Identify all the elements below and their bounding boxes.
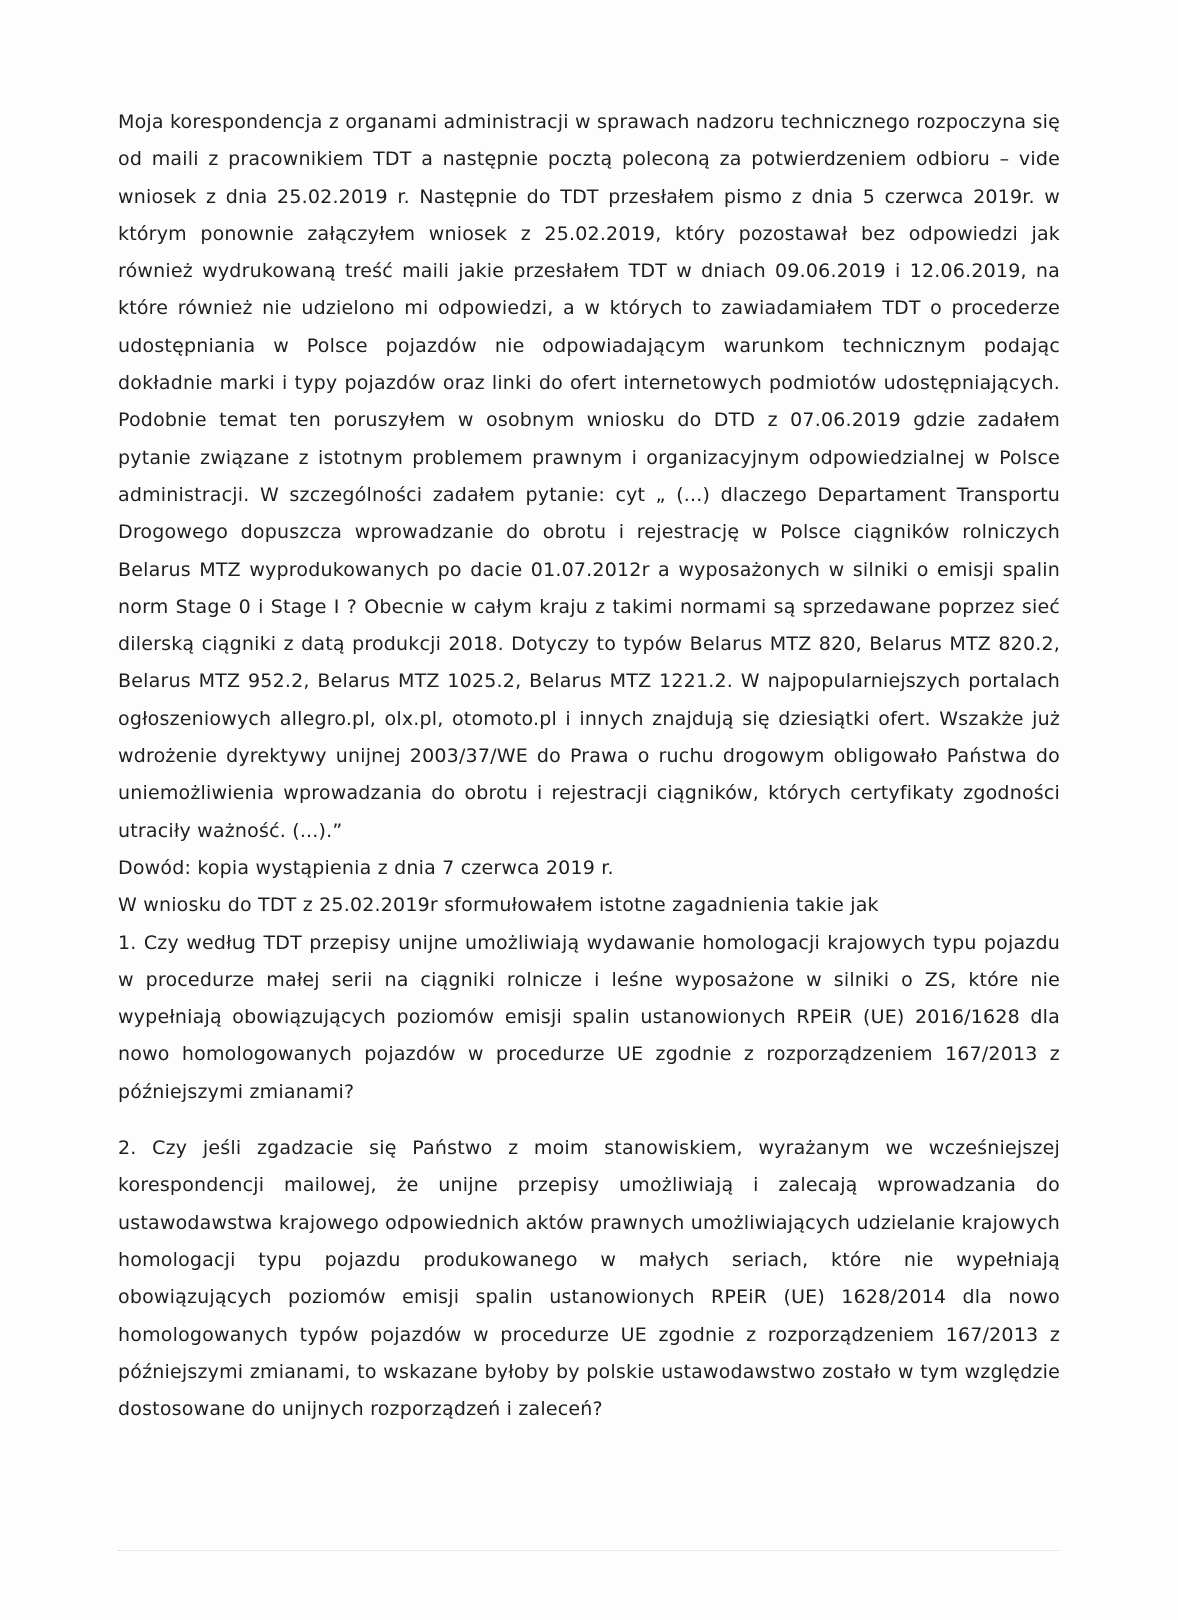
paragraph-request-intro: W wniosku do TDT z 25.02.2019r sformułowałem istotne zagadnienia takie jak [118,894,879,917]
paragraph-question-1: 1. Czy według TDT przepisy unijne umożliwiają wydawanie homologacji krajowych typu pojazdu w procedurze małej serii na ciągniki rolnicze i leśne wyposażone w silniki o ZS, które nie wypełniają obowiązujących poziomów emisji spalin ustanowionych RPEiR (UE) 2016/1628 dla nowo homologowanych pojazdów w procedurze UE zgodnie z rozporządzeniem 167/2013 z późniejszymi zmianami? [118,931,1060,1103]
paragraph-correspondence: Moja korespondencja z organami administracji w sprawach nadzoru technicznego rozpoczyna się od maili z pracownikiem TDT a następnie pocztą poleconą za potwierdzeniem odbioru – vide wniosek z dnia 25.02.2019 r. Następnie do TDT przesłałem pismo z dnia 5 czerwca 2019r. w którym ponownie załączyłem wniosek z 25.02.2019, który pozostawał bez odpowiedzi jak również wydrukowaną treść maili jakie przesłałem TDT w dniach 09.06.2019 i 12.06.2019, na które również nie udzielono mi odpowiedzi, a w których to zawiadamiałem TDT o procederze udostępniania w Polsce pojazdów nie odpowiadającym warunkom technicznym podając dokładnie marki i typy pojazdów oraz linki do ofert internetowych podmiotów udostępniających. Podobnie temat ten poruszyłem w osobnym wniosku do DTD z 07.06.2019 gdzie zadałem pytanie związane z istotnym problemem prawnym i organizacyjnym odpowiedzialnej w Polsce administracji. W szczególności zadałem pytanie: cyt „ (...) dlaczego Departament Transportu Drogowego dopuszcza wprowadzanie do obrotu i rejestrację w Polsce ciągników rolniczych Belarus MTZ wyprodukowanych po dacie 01.07.2012r a wyposażonych w silniki o emisji spalin norm Stage 0 i Stage I ? Obecnie w całym kraju z takimi normami są sprzedawane poprzez sieć dilerską ciągniki z datą produkcji 2018. Dotyczy to typów Belarus MTZ 820, Belarus MTZ 820.2, Belarus MTZ 952.2, Belarus MTZ 1025.2, Belarus MTZ 1221.2. W najpopularniejszych portalach ogłoszeniowych allegro.pl, olx.pl, otomoto.pl i innych znajdują się dziesiątki ofert. Wszakże już wdrożenie dyrektywy unijnej 2003/37/WE do Prawa o ruchu drogowym obligowało Państwa do uniemożliwienia wprowadzania do obrotu i rejestracji ciągników, których certyfikaty zgodności utraciły ważność. (...).” [118,111,1060,842]
bottom-divider [118,1550,1060,1551]
paragraph-question-2: 2. Czy jeśli zgadzacie się Państwo z moim stanowiskiem, wyrażanym we wcześniejszej korespondencji mailowej, że unijne przepisy umożliwiają i zalecają wprowadzania do ustawodawstwa krajowego odpowiednich aktów prawnych umożliwiających udzielanie krajowych homologacji typu pojazdu produkowanego w małych seriach, które nie wypełniają obowiązujących poziomów emisji spalin ustanowionych RPEiR (UE) 1628/2014 dla nowo homologowanych typów pojazdów w procedurze UE zgodnie z rozporządzeniem 167/2013 z późniejszymi zmianami, to wskazane byłoby by polskie ustawodawstwo zostało w tym względzie dostosowane do unijnych rozporządzeń i zaleceń? [118,1137,1060,1421]
paragraph-evidence: Dowód: kopia wystąpienia z dnia 7 czerwca 2019 r. [118,856,614,879]
document-body [118,104,1060,1428]
